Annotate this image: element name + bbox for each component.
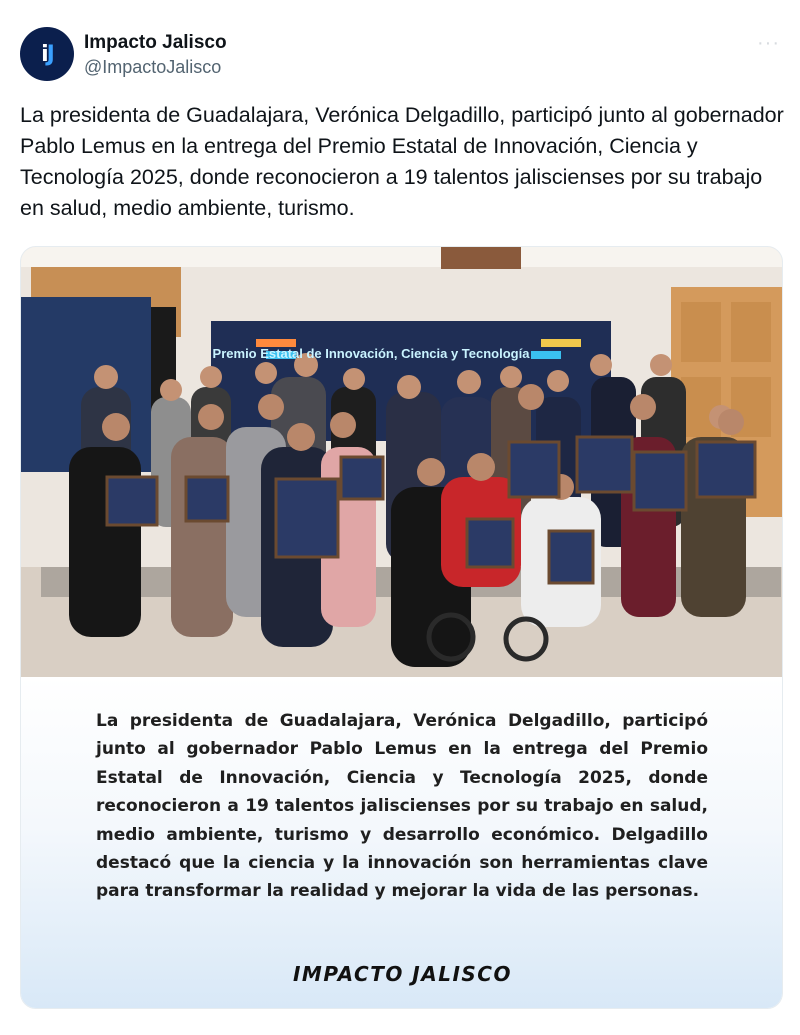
caption-panel <box>21 677 783 1009</box>
event-photo-illustration <box>21 247 783 677</box>
banner-title: Premio Estatal de Innovación, Ciencia y Tecnología <box>212 346 530 361</box>
avatar-logo-icon: iJ <box>41 41 53 67</box>
image-caption: La presidenta de Guadalajara, Verónica Delgadillo, participó junto al gobernador Pablo Lemus en la entrega del Premio Estatal de Innovación, Ciencia y Tecnología 2025, donde reconocieron a 19 talentos jaliscienses por su trabajo en salud, medio ambiente, turismo y desarrollo económico. Delgadillo destacó que la ciencia y la innovación son herramientas clave para transformar la realidad y mejorar la vida de las personas. <box>96 711 708 902</box>
media-card[interactable] <box>20 246 783 1009</box>
more-options-icon[interactable]: ··· <box>757 32 780 54</box>
tweet-text: La presidenta de Guadalajara, Verónica Delgadillo, participó junto al gobernador Pablo Lemus en la entrega del Premio Estatal de Innovación, Ciencia y Tecnología 2025, donde reconocieron a 19 talentos jaliscienses por su trabajo en salud, medio ambiente, turismo. <box>20 103 784 220</box>
display-name[interactable]: Impacto Jalisco <box>84 32 227 53</box>
avatar[interactable] <box>20 27 74 81</box>
event-photo <box>21 247 783 677</box>
brand-logo: IMPACTO JALISCO <box>292 962 512 986</box>
tweet-header <box>20 26 780 82</box>
handle[interactable]: @ImpactoJalisco <box>84 57 222 77</box>
